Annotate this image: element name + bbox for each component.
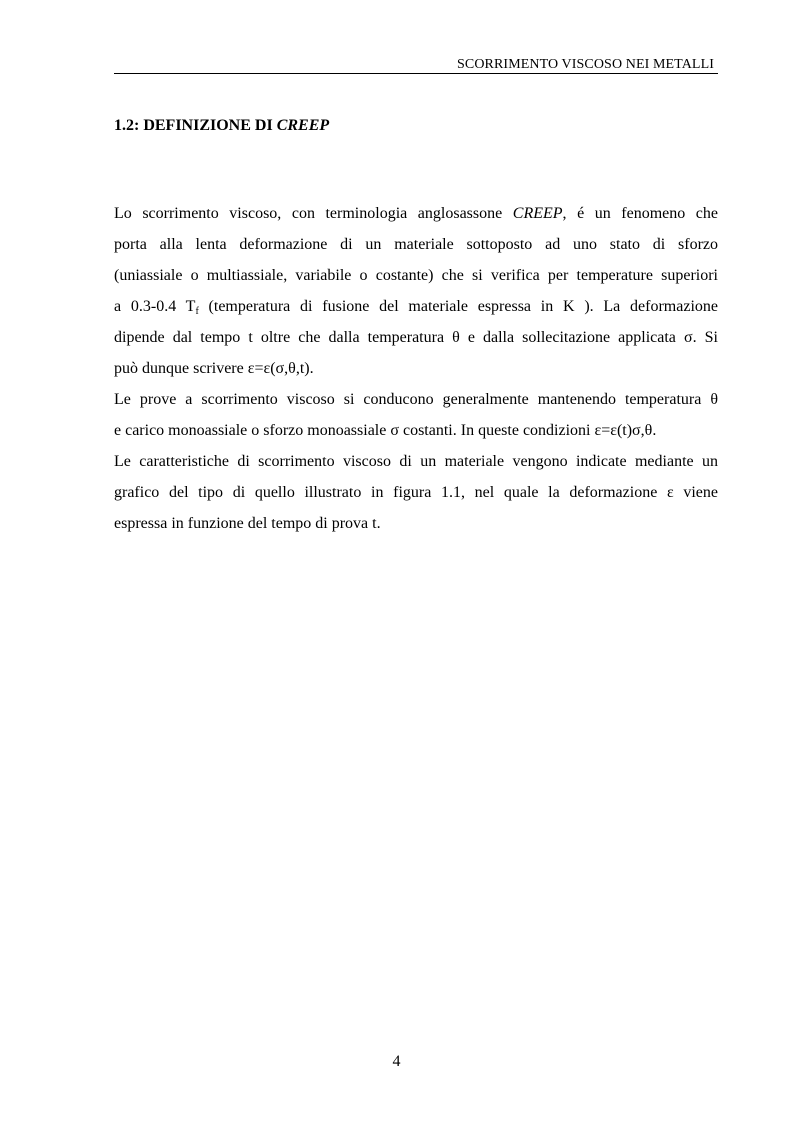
creep-term: CREEP — [512, 205, 563, 222]
text-span: , é un fenomeno che — [562, 205, 718, 222]
subscript-f: f — [195, 306, 199, 317]
paragraph-2-line-2: e carico monoassiale o sforzo monoassiale σ costanti. In queste condizioni ε=ε(t)σ,θ. — [114, 422, 657, 439]
page-number: 4 — [392, 1053, 401, 1070]
paragraph-1-line-5: dipende dal tempo t oltre che dalla temperatura θ e dalla sollecitazione applicata σ. Si — [114, 329, 718, 346]
paragraph-1-line-3: (uniassiale o multiassiale, variabile o costante) che si verifica per temperature superiori — [114, 267, 718, 284]
paragraph-3-line-2: grafico del tipo di quello illustrato in figura 1.1, nel quale la deformazione ε viene — [114, 484, 718, 501]
text-span: (temperatura di fusione del materiale espressa in K ). La deformazione — [198, 298, 718, 315]
paragraph-2-line-1: Le prove a scorrimento viscoso si conducono generalmente mantenendo temperatura θ — [114, 391, 718, 408]
text-span: a 0.3-0.4 T — [114, 298, 196, 315]
paragraph-3-line-3: espressa in funzione del tempo di prova t. — [114, 515, 381, 532]
running-header — [114, 56, 718, 74]
paragraph-1-line-1 — [114, 198, 718, 229]
paragraph-1-line-4 — [114, 291, 718, 322]
section-title — [114, 116, 329, 136]
body-text — [114, 198, 718, 539]
paragraph-3-line-1: Le caratteristiche di scorrimento viscoso di un materiale vengono indicate mediante un — [114, 453, 718, 470]
paragraph-1-line-2: porta alla lenta deformazione di un materiale sottoposto ad uno stato di sforzo — [114, 236, 718, 253]
section-title-label: 1.2: DEFINIZIONE DI — [114, 117, 277, 134]
section-title-term: CREEP — [276, 117, 330, 134]
running-header-title: SCORRIMENTO VISCOSO NEI METALLI — [457, 57, 714, 72]
paragraph-1-line-6: può dunque scrivere ε=ε(σ,θ,t). — [114, 360, 314, 377]
text-span: Lo scorrimento viscoso, con terminologia anglosassone — [114, 205, 513, 222]
